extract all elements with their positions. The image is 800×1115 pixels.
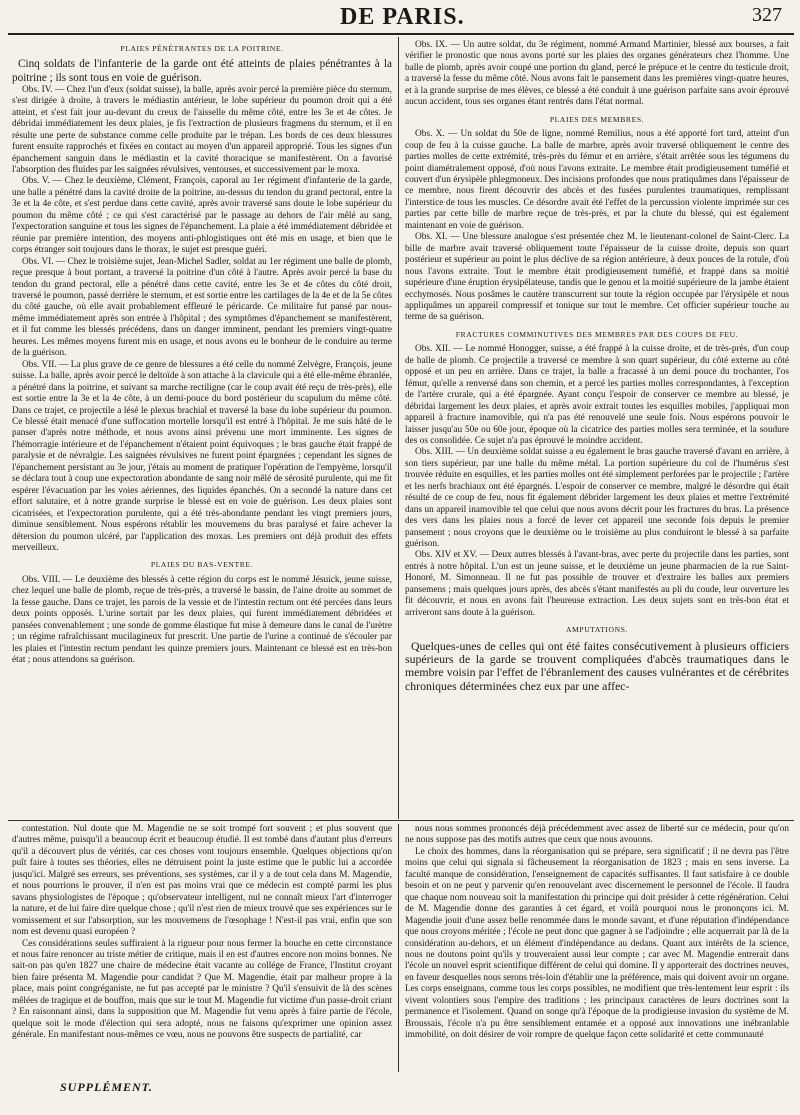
observation-11: Obs. XI. — Une blessure analogue s'est présentée chez M. le lieutenant-colonel de Saint-Clerc. La bille de marbre avait traversé obliquement toute l'épaisseur de la cuisse droite, depuis son quart postérieur et supérieur au point le plus déclive de sa région antérieure, à deux pouces de la rotule, d'où nous l'avons extraite. Tout le membre était prodigieusement tuméfié, et frappé dans sa moitié supérieure d'une éruption érysipélateuse, tandis que le genou et la moitié supérieure de la jambe étaient ecchymosés. Nous posâmes le cautère transcurrent sur toute la région occupée par l'érysipèle et nous appliquâmes un appareil compressif et tonique sur tout le membre. Cet officier supérieur touche au terme de sa guérison.	[405, 232, 789, 323]
observation-13: Obs. XIII. — Un deuxième soldat suisse a eu également le bras gauche traversé d'avant en arrière, à son tiers supérieur, par une balle du même métal. La portion supérieure du col de l'humérus s'est trouvée réduite en esquilles, et les parties molles ont été simplement perforées par le projectile ; l'artère et les nerfs brachiaux ont été épargnés. L'espoir de conserver ce membre, malgré le désordre qui était résulté de ce coup de feu, nous fit également débrider largement les deux plaies et mettre l'extrémité dans un appareil inamovible tel que celui que nous avons décrit pour les fractures du bras. La présence des vers dans les plaies nous a forcé de lever cet appareil une seconde fois depuis le premier pansement ; nous croyons que le deuxième ou le troisième au plus conduiront le blessé à sa parfaite guérison.	[405, 447, 789, 550]
observation-7: Obs. VII. — La plus grave de ce genre de blessures a été celle du nommé Zelvègre, François, jeune suisse. La balle, après avoir percé le deltoïde à son attache à la clavicule qui a été elle-même ébranlée, a pénétré dans la poitrine, et suivant sa marche rectiligne (car le coup avait été reçu de très-près), elle est sortie entre la 3e et la 4e côte, à un demi-pouce du bord postérieur du scapulum du même côté. Dans ce trajet, ce projectile a lésé le plexus brachial et traversé la base du lobe supérieur du poumon. Ce blessé était menacé d'une suffocation mortelle lorsqu'il est entré à l'hôpital. Je me suis hâté de le panser d'après notre méthode, et nous avons ainsi prévenu une mort imminente. Les signes de l'hémorragie intérieure et de l'épanchement n'étaient point équivoques ; le bras gauche était frappé de paralysie et de névralgie. Les saignées révulsives ne furent point épargnées ; cependant les signes de l'épanchement persistant au 3e jour, j'étais au moment de pratiquer l'opération de l'empyème, lorsqu'il se déclara tout à coup une expectoration abondante de sang noir mêlé de sérosité purulente, qui me fit espérer l'évacuation par les voies aériennes, des liquides épanchés. On a secondé la nature dans cet effort salutaire, et à notre grande surprise le blessé est en voie de guérison. Les deux plaies sont cicatrisées, et l'expectoration purulente, qui a été très-abondante pendant les vingt premiers jours, diminue sensiblement. Nous espérons rétablir les mouvemens du bras paralysé et faire achever la détersion du poumon ulcéré, par l'application des moxas. Les premiers ont déjà produit des effets merveilleux.	[12, 359, 392, 553]
left-column	[12, 38, 392, 818]
page-number: 327	[752, 4, 782, 26]
observation-10: Obs. X. — Un soldat du 50e de ligne, nommé Remilius, nous a été apporté fort tard, atteint d'un coup de feu à la cuisse gauche. La balle de marbre, après avoir traversé obliquement le centre des parties molles de cette extrémité, très-près du fémur et en arrière, s'était arrêtée sous les tégumens du point diamétralement opposé, d'où nous l'avons extraite. Le membre était prodigieusement tuméfié et couvert d'un érysipèle phlegmoneux. Des incisions profondes que nous pratiquâmes dans l'épaisseur de ce membre, nous firent découvrir des abcès et des fusées purulentes traumatiques, remplissant l'interstice de tous les muscles. Ce désordre avait été l'effet de la percussion violente imprimée sur ces parties par cette bille de marbre reçue de très-près, et par la chute du blessé, qui est également maintenant en voie de guérison.	[405, 129, 789, 231]
section-lead-chest: Cinq soldats de l'infanterie de la garde ont été atteints de plaies pénétrantes à la poitrine ; ils sont tous en voie de guérison.	[12, 58, 392, 84]
observation-8: Obs. VIII. — Le deuxième des blessés à cette région du corps est le nommé Jésuick, jeune suisse, chez lequel une balle de plomb, reçue de très-près, a traversé le bassin, de l'aine droite au sommet de la fesse gauche. Dans ce trajet, les parois de la vessie et de l'intestin rectum ont été percées dans leurs deux points opposés. L'urine sortait par les deux plaies, qui furent immédiatement débridées et pansées convenablement ; une sonde de gomme élastique fut mise à demeure dans le canal de l'urètre ; un régime rafraîchissant mucilagineux fut prescrit. Une partie de l'urine a continué de s'écouler par les plaies et l'intestin rectum pendant les quinze premiers jours. Maintenant ce blessé est en très-bon état ; nous attendons sa guérison.	[12, 574, 392, 666]
observation-9: Obs. IX. — Un autre soldat, du 3e régiment, nommé Armand Martinier, blessé aux bourses, a fait vérifier le pronostic que nous avons porté sur les plaies des organes générateurs chez l'homme. Une balle de plomb, après avoir coupé une portion du gland, percé le prépuce et le centre du testicule droit, a traversé la fesse du même côté. Nous avons fait le pansement dans les premières vingt-quatre heures, et à la grande surprise de mes élèves, ce blessé a été conduit à une guérison parfaite sans avoir éprouvé aucun accident, tous ses organes étant rentrés dans l'état normal.	[405, 40, 789, 108]
section-title-chest: PLAIES PÉNÉTRANTES DE LA POITRINE.	[120, 44, 284, 53]
section-title-fractures: FRACTURES COMMINUTIVES DES MEMBRES PAR DES COUPS DE FEU.	[455, 329, 739, 339]
observation-5: Obs. V. — Chez le deuxième, Clément, François, caporal au 1er régiment d'infanterie de la garde, une balle a pénétré dans la cavité droite de la poitrine, au-dessus du tendon du grand pectoral, entre la 3e et la 4e côte, et s'est perdue dans cette cavité, après avoir traversé sans doute le lobe supérieur du poumon du même côté ; ce qui s'est caractérisé par le passage au dehors de l'air mêlé au sang, l'expectoration sanguine et tous les signes de l'épanchement. La plaie a été immédiatement débridée et réunie par première intention, des moyens anti-phlogistiques ont été mis en usage, et bien que le corps étranger soit toujours dans le thorax, le sujet est presque guéri.	[12, 176, 392, 256]
column-divider-top	[398, 37, 399, 819]
amputations-lead: Quelques-unes de celles qui ont été faites consécutivement à plusieurs officiers supérieurs de la garde se trouvent compliquées d'abcès traumatiques dans le membre voisin par l'effet de l'ébranlement des causes vulnérantes et de cérébrites chroniques déterminées chez eux par une affec-	[405, 638, 789, 693]
column-divider-bottom	[398, 824, 399, 1072]
section-title-amputations: AMPUTATIONS.	[565, 625, 629, 635]
observation-6: Obs. VI. — Chez le troisième sujet, Jean-Michel Sadler, soldat au 1er régiment une balle de plomb, reçue presque à bout portant, a traversé la poitrine d'un côté à l'autre. Après avoir percé la base du tendon du grand pectoral, elle a pénétré dans cette cavité, entre les 3e et 4e côtes du côté droit, traversé le poumon, passé derrière le sternum, et est sortie entre les cartilages de la 4e et de la 5e côtes du côté gauche, où elle avait probablement effleuré le péricarde. Ce militaire fut pansé par nous-même immédiatement après son entrée à l'hôpital ; des symptômes d'épanchement se manifestèrent, et il fut comme les blessés précédens, dans un danger imminent, pendant les premiers vingt-quatre heures. Les mêmes moyens furent mis en usage, et nous avons eu le bonheur de le conduire au terme de la guérison.	[12, 256, 392, 359]
observation-12: Obs. XII. — Le nommé Honogger, suisse, a été frappé à la cuisse droite, et de très-près, d'un coup de balle de plomb. Ce projectile a traversé ce membre à son quart supérieur, du côté externe au côté opposé et un peu en arrière. Dans ce trajet, la balle a fracassé à un demi pouce du trochanter, l'os fémur, qu'elle a renversé dans son chemin, et a percé les parties molles correspondantes, à l'exception de l'artère crurale, qui a été épargnée. Ayant conçu l'espoir de conserver ce membre au blessé, je débridai largement les deux plaies, et après avoir extrait toutes les esquilles mobiles, j'appliquai mon appareil à fracture inamovible, qui n'a pas été renouvelé une seule fois. Nous espérons pouvoir le laisser jusqu'au 50e ou 60e jour, époque où la cicatrice des parties molles sera terminée, et la soudure des os consolidée. Ce sujet n'a pas éprouvé le moindre accident.	[405, 344, 789, 446]
section-title-abdomen: PLAIES DU BAS-VENTRE.	[150, 560, 254, 570]
feuilleton-paragraph-4: Le choix des hommes, dans la réorganisation qui se prépare, sera significatif ; il ne devra pas l'être moins que celui qui signala si fâcheusement la réorganisation de 1823 ; mais en sens inverse. La faculté manque de considération, l'enseignement de capacités suffisantes. Il faut satisfaire à ce double besoin et on ne peut y parvenir qu'en renouvelant avec discernement le personnel de l'école. Il faudra que chaque nom nouveau soit la manifestation du principe qui doit présider à cette régénération. Celui de M. Magendie donne des garanties à cet égard, et voilà pourquoi nous le prononçons ici. M. Magendie jouit d'une assez belle renommée dans le monde savant, et d'une réputation d'indépendance que nous croyons méritée ; l'école ne peut donc que gagner à se l'adjoindre ; elle acquerrait par là de la considération au-dehors, et un élément d'indépendance au dedans. Quant aux intérêts de la science, nous ne doutons point qu'ils y trouveraient aussi leur compte ; car avec M. Magendie entrerait dans l'école un nouvel esprit scientifique différent de celui qui domine. Il y apporterait des doctrines neuves, en faveur desquelles nous serons très-loin d'établir une la préférence, mais qui doivent avoir un organe. Les corps enseignans, comme tous les corps possibles, ne modifient que très-lentement leur esprit : ils vivent volontiers sous l'empire des traditions ; les principaux caractères de leurs doctrines sont la permanence et l'isolement. Quand on songe qu'à l'époque de la prodigieuse invasion du système de M. Broussais, l'école n'a pu être sensiblement entamée et a opposé aux innovations une inébranlable immobilité, on doit désirer de voir rompre de quelque façon cette solidarité et cette communauté	[405, 846, 789, 1041]
feuilleton-paragraph-1: contestation. Nul doute que M. Magendie ne se soit trompé fort souvent ; et plus souvent que d'autres même, puisqu'il a beaucoup écrit et beaucoup étudié. Il est tombé dans d'autant plus d'erreurs qu'il a découvert plus de vérités, car ces choses vont toujours ensemble. Quelques objections qu'on puît faire à toutes ses théories, elles ne détruisent point la juste estime que le public lui a accordée jusqu'ici. Malgré ses erreurs, ses préventions, ses systèmes, car il y a de tout cela dans M. Magendie, et nous pourrions le prouver, il n'en est pas moins vrai que ce médecin est compté parmi les plus savans physiologistes de l'époque ; qu'observateur intelligent, nul ne connaît mieux l'art d'interroger la nature, et de lui faire dire quelque chose ; qu'il n'est rien de mieux trouvé que ses expériences sur le vomissement et sur l'absorption, sur les mouvemens de l'œsophage ! N'est-il pas vrai, enfin que son nom est devenu quasi européen ?	[12, 824, 392, 938]
right-column	[405, 40, 789, 818]
header-rule	[8, 33, 794, 35]
header-title: DE PARIS.	[340, 4, 465, 30]
page-header	[0, 0, 800, 34]
feuilleton-paragraph-3: nous nous sommes prononcés déjà précédemment avec assez de liberté sur ce médecin, pour qu'on ne nous suppose pas des motifs autres que ceux que nous avouons.	[405, 824, 789, 846]
section-title-limbs: PLAIES DES MEMBRES.	[549, 114, 645, 124]
observation-4: Obs. IV. — Chez l'un d'eux (soldat suisse), la balle, après avoir percé la première pièce du sternum, s'est dirigée à droite, à travers le médiastin antérieur, le lobe supérieur du poumon droit qui a été atteint, et s'est fait jour au-devant du creux de l'aisselle du même côté, entre les 3e et 4e côtes. Je débridai immédiatement les deux plaies, je fis l'extraction de plusieurs fragmens du sternum, et il en résulte une perte de substance comme celle produite par le trépan. Les bords de ces deux blessures furent ensuite rapprochés et fixées en contact au moyen d'un appareil approprié. Tous les signes d'un épanchement sanguin dans le médiastin et la cavité thoracique se manifestèrent. On a favorisé l'absorption des fluides par les saignées révulsives, ventouses, et successivement par le moxa.	[12, 84, 392, 176]
section-divider	[8, 820, 794, 821]
bottom-left-column	[12, 824, 392, 1074]
bottom-right-column	[405, 824, 789, 1074]
supplement-label: SUPPLÉMENT.	[60, 1080, 153, 1094]
feuilleton-paragraph-2: Ces considérations seules suffiraient à la rigueur pour nous fermer la bouche en cette circonstance et nous faire renoncer au triste métier de critique, mais il en est d'autres encore non moins bonnes. Ne sait-on pas qu'en 1827 une chaire de médecine était vacante au collége de France, l'Institut croyant bien faire présenta M. Magendie pour candidat ? Que M. Magendie, était par malheur propre à la place, mais point congréganiste, ne fut pas accepté par le ministre ? Qu'il s'ensuivit de là des scènes mêlées de tragique et de bouffon, mais que sur le tout M. Magendie fut victime d'un passe-droit criant ? En raisonnant ainsi, dans la supposition que M. Magendie fut venu après à faire partie de l'école, quelque soit le mode d'élection qui sera adopté, nous ne faisons qu'exprimer une opinion assez générale. En manifestant nous-mêmes ce vœu, nous ne pouvons être suspects de partialité, car	[12, 938, 392, 1041]
observation-14-15: Obs. XIV et XV. — Deux autres blessés à l'avant-bras, avec perte du projectile dans les parties, sont entrés à notre hôpital. L'un est un jeune suisse, et le deuxième un jeune pharmacien de la rue Saint-Honoré, M. Simonneau. Il ne fut pas possible de trouver et d'extraire les balles aux premiers pansemens ; mais quelques jours après, des abcès s'étant manifestés au pli du coude, leur ouverture les fit découvrir, et nous en avons fait l'heureuse extraction. Les deux sujets sont en très-bon état et arriveront sans doute à la guérison.	[405, 550, 789, 618]
